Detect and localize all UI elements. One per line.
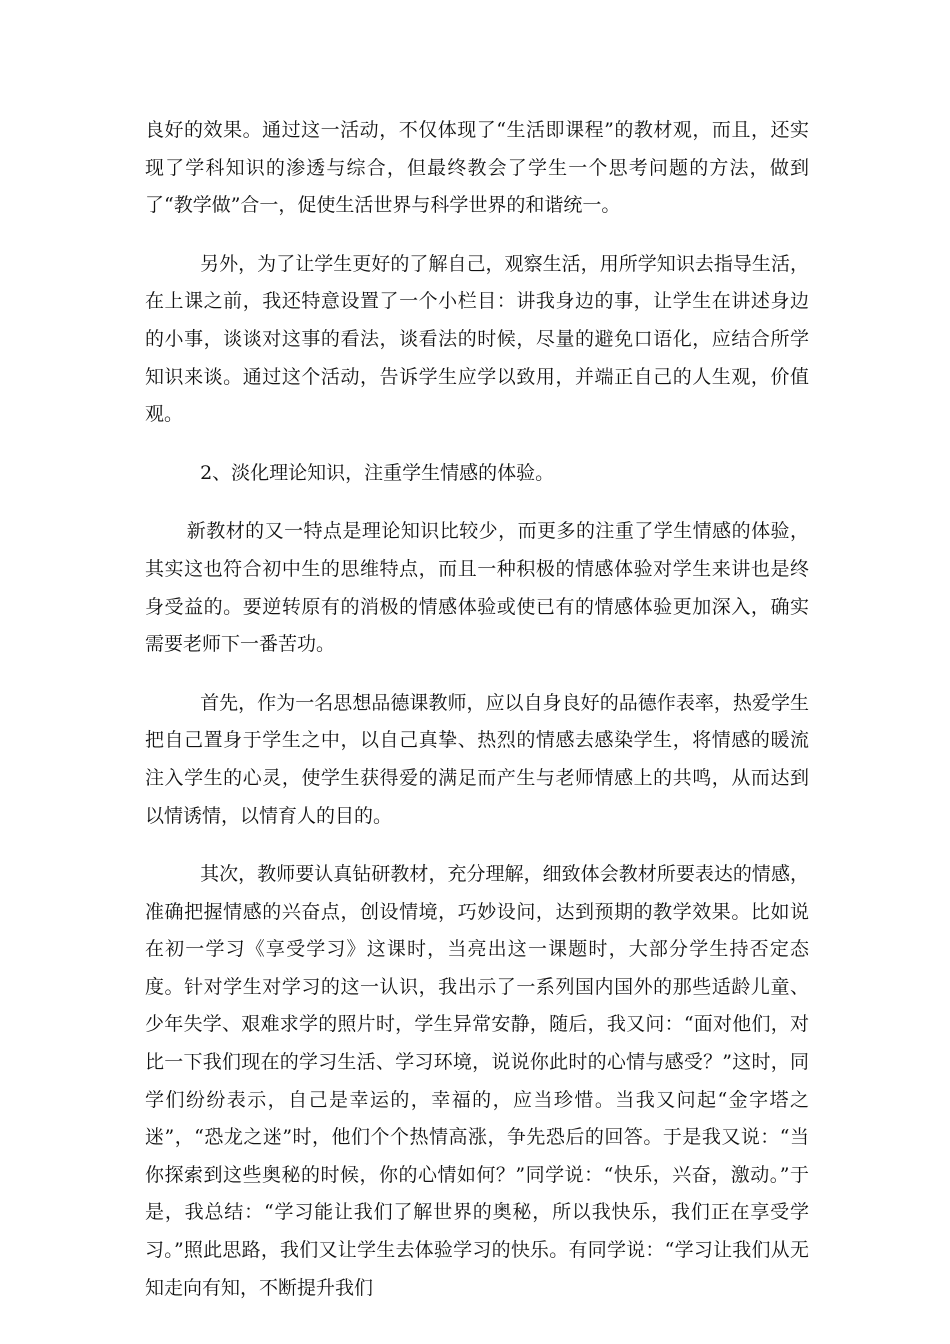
paragraph-second: 其次，教师要认真钻研教材，充分理解，细致体会教材所要表达的情感，准确把握情感的兴奋点，创设情境，巧妙设问，达到预期的教学效果。比如说在初一学习《享受学习》这课时，当亮出这一课题时，大部分学生持否定态度。针对学生对学习的这一认识，我出示了一系列国内国外的那些适龄儿童、少年失学、艰难求学的照片时，学生异常安静，随后，我又问：“面对他们，对比一下我们现在的学习生活、学习环境，说说你此时的心情与感受？”这时，同学们纷纷表示，自己是幸运的，幸福的，应当珍惜。当我又问起“金字塔之迷”，“恐龙之迷”时，他们个个热情高涨，争先恐后的回答。于是我又说：“当你探索到这些奥秘的时候，你的心情如何？”同学说：“快乐，兴奋，激动。”于是，我总结：“学习能让我们了解世界的奥秘，所以我快乐，我们正在享受学习。”照此思路，我们又让学生去体验学习的快乐。有同学说：“学习让我们从无知走向有知，不断提升我们 — [145, 863, 809, 1299]
paragraph-continuation: 良好的效果。通过这一活动，不仅体现了“生活即课程”的教材观，而且，还实现了学科知识的渗透与综合，但最终教会了学生一个思考问题的方法，做到了“教学做”合一，促使生活世界与科学世界的和谐统一。 — [145, 119, 809, 217]
paragraph-first: 首先，作为一名思想品德课教师，应以自身良好的品德作表率，热爱学生把自己置身于学生之中，以自己真挚、热烈的情感去感染学生，将情感的暖流注入学生的心灵，使学生获得爱的满足而产生与老师情感上的共鸣，从而达到以情诱情，以情育人的目的。 — [145, 691, 809, 827]
section-heading: 2、淡化理论知识，注重学生情感的体验。 — [200, 461, 555, 484]
document-body — [145, 112, 809, 1328]
paragraph-new-textbook: 新教材的又一特点是理论知识比较少，而更多的注重了学生情感的体验，其实这也符合初中生的思维特点，而且一种积极的情感体验对学生来讲也是终身受益的。要逆转原有的消极的情感体验或使已有的情感体验更加深入，确实需要老师下一番苦功。 — [145, 520, 809, 656]
paragraph-extra-activity: 另外，为了让学生更好的了解自己，观察生活，用所学知识去指导生活，在上课之前，我还特意设置了一个小栏目：讲我身边的事，让学生在讲述身边的小事，谈谈对这事的看法，谈看法的时候，尽量的避免口语化，应结合所学知识来谈。通过这个活动，告诉学生应学以致用，并端正自己的人生观，价值观。 — [145, 252, 809, 426]
